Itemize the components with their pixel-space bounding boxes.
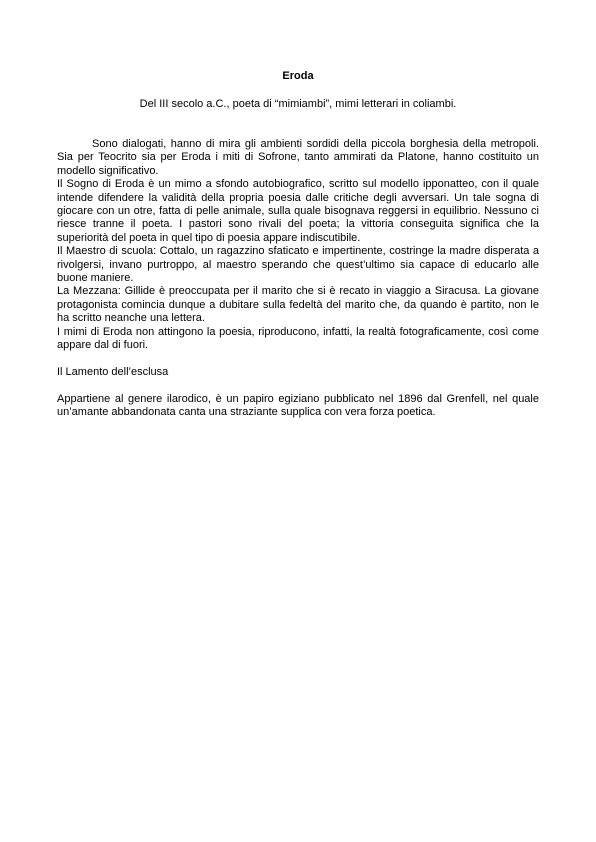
section-paragraph: Appartiene al genere ilarodico, è un papiro egiziano pubblicato nel 1896 dal Grenfell, nel quale un’amante abbandonata canta una straziante supplica con vera forza poetica. (57, 392, 539, 419)
paragraph-maestro: Il Maestro di scuola: Cottalo, un ragazzino sfaticato e impertinente, costringe la madre disperata a rivolgersi, invano purtroppo, al maestro sperando che quest’ultimo sia capace di educarlo alle buone maniere. (57, 245, 539, 285)
paragraph-mezzana: La Mezzana: Gillide è preoccupata per il marito che si è recato in viaggio a Siracusa. La giovane protagonista comincia dunque a dubitare sulla fedeltà del marito che, da quando è partito, non le ha scritto neanche una lettera. (57, 285, 539, 325)
paragraph-mimi: I mimi di Eroda non attingono la poesia, riproducono, infatti, la realtà fotograficamente, così come appare dal di fuori. (57, 325, 539, 352)
paragraph-intro: Sono dialogati, hanno di mira gli ambienti sordidi della piccola borghesia della metropoli. Sia per Teocrito sia per Eroda i miti di Sofrone, tanto ammirati da Platone, hanno costituito un modello significativo. (57, 138, 539, 177)
spacer (57, 379, 539, 392)
paragraph-sogno: Il Sogno di Eroda è un mimo a sfondo autobiografico, scritto sul modello ipponatteo, con il quale intende difendere la validità della propria poesia dalle critiche degli avversari. Un tale sogna di giocare con un otre, fatta di pelle animale, sulla quale bisognava reggersi in equilibrio. Nessuno ci riesce tranne il poeta. I pastori sono rivali del poeta; la vittoria conseguita significa che la superiorità del poeta in quel tipo di poesia appare indiscutibile. (57, 178, 539, 244)
document-title: Eroda (282, 70, 314, 82)
spacer (57, 353, 539, 366)
document-body (57, 138, 539, 420)
document-subtitle: Del III secolo a.C., poeta di “mimiambi”, mimi letterari in coliambi. (139, 98, 457, 110)
section-heading: Il Lamento dell’esclusa (57, 365, 169, 378)
